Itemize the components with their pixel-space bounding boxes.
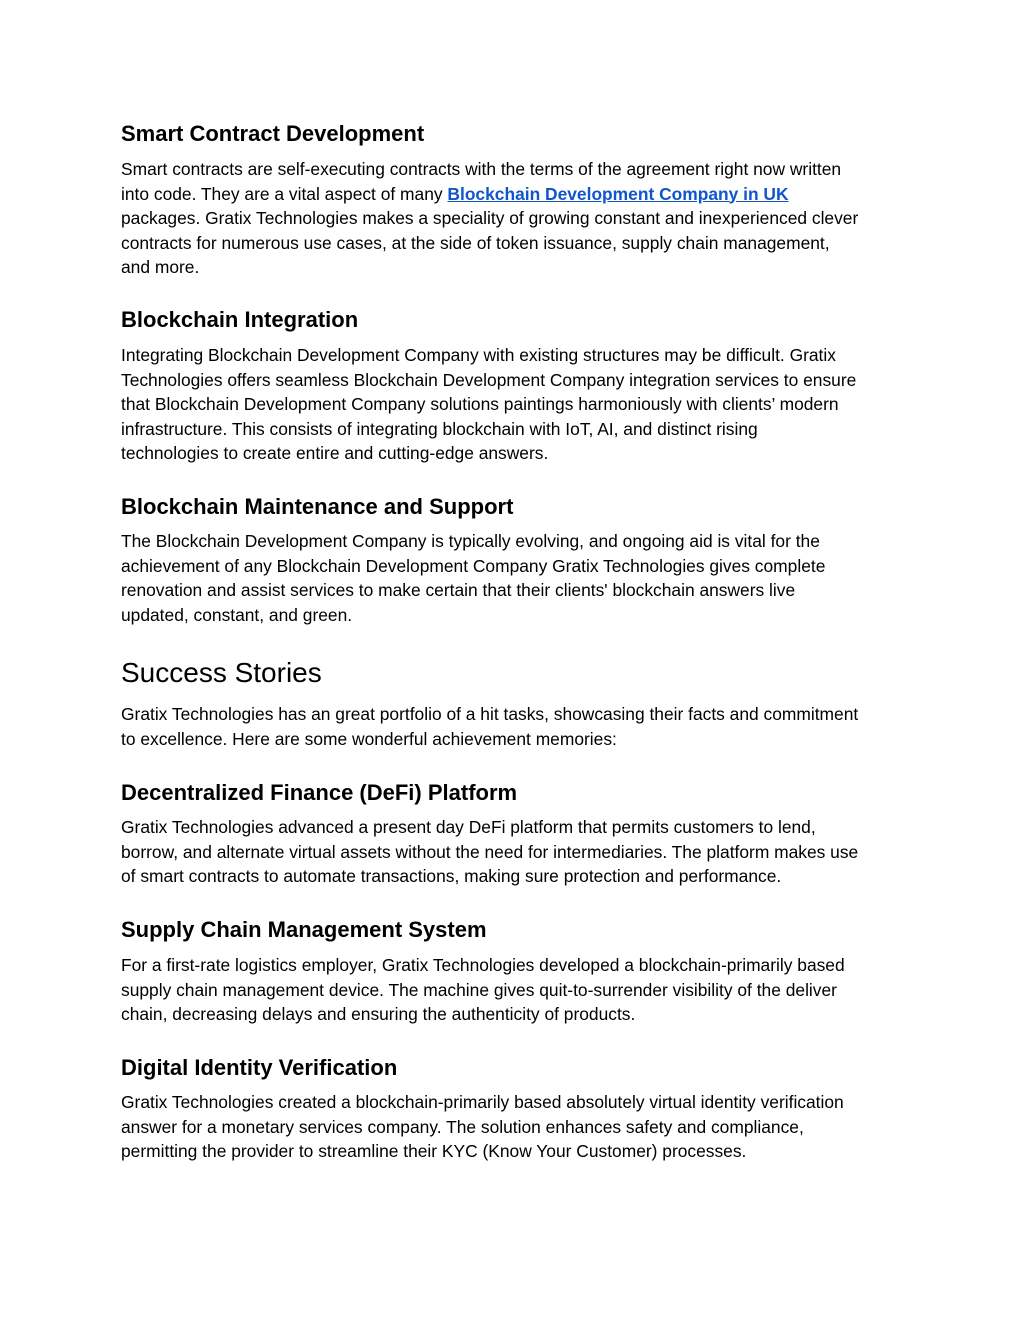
text-line: Gratix Technologies has an great portfolio of a hit tasks, showcasing their facts and commitment [121, 704, 859, 724]
paragraph-blockchain-maintenance-support [121, 529, 825, 627]
text-line: renovation and assist services to make certain that their clients' blockchain answers live [121, 580, 796, 600]
text-line: Gratix Technologies created a blockchain-primarily based absolutely virtual identity verification [121, 1092, 844, 1112]
paragraph-success-stories [121, 702, 858, 751]
heading-defi-platform: Decentralized Finance (DeFi) Platform [121, 780, 518, 805]
text-line: and more. [121, 257, 200, 277]
text-line: answer for a monetary services company. The solution enhances safety and compliance, [121, 1116, 804, 1137]
text-line: of smart contracts to automate transactions, making sure protection and performance. [121, 866, 782, 886]
text-line: chain, decreasing delays and ensuring the authenticity of products. [121, 1004, 636, 1024]
paragraph-supply-chain-system [121, 953, 845, 1027]
heading-success-stories: Success Stories [121, 657, 322, 688]
text-line: contracts for numerous use cases, at the side of token issuance, supply chain management, [121, 232, 830, 253]
text-line: Integrating Blockchain Development Company with existing structures may be difficult. Gratix [121, 345, 836, 365]
heading-digital-identity-verification: Digital Identity Verification [121, 1055, 398, 1080]
text-line: Technologies offers seamless Blockchain Development Company integration services to ensure [121, 369, 857, 390]
text-line: infrastructure. This consists of integrating blockchain with IoT, AI, and distinct rising [121, 418, 758, 439]
text-line: packages. Gratix Technologies makes a speciality of growing constant and inexperienced clever [121, 208, 859, 228]
paragraph-defi-platform [121, 815, 858, 889]
text-line: The Blockchain Development Company is typically evolving, and ongoing aid is vital for the [121, 531, 820, 551]
heading-supply-chain-system: Supply Chain Management System [121, 917, 487, 942]
text-line: permitting the provider to streamline their KYC (Know Your Customer) processes. [121, 1141, 747, 1161]
text-line: achievement of any Blockchain Development Company Gratix Technologies gives complete [121, 555, 826, 576]
paragraph-smart-contract-development [121, 157, 858, 280]
text-line: updated, constant, and green. [121, 604, 353, 625]
text-line: Smart contracts are self-executing contracts with the terms of the agreement right now written [121, 159, 842, 179]
heading-blockchain-maintenance-support: Blockchain Maintenance and Support [121, 494, 514, 519]
heading-blockchain-integration: Blockchain Integration [121, 307, 359, 332]
text-line: For a first-rate logistics employer, Gratix Technologies developed a blockchain-primarily based [121, 955, 845, 975]
text-line: borrow, and alternate virtual assets without the need for intermediaries. The platform makes use [121, 841, 859, 862]
heading-smart-contract-development: Smart Contract Development [121, 121, 425, 146]
text-line: supply chain management device. The machine gives quit-to-surrender visibility of the deliver [121, 979, 837, 1000]
blockchain-company-uk-link[interactable]: Blockchain Development Company in UK [447, 183, 789, 204]
paragraph-blockchain-integration [121, 343, 856, 466]
text-line: that Blockchain Development Company solutions paintings harmoniously with clients’ modern [121, 394, 839, 414]
text-line: technologies to create entire and cutting-edge answers. [121, 443, 549, 463]
paragraph-digital-identity-verification [121, 1090, 844, 1164]
text-line: Gratix Technologies advanced a present day DeFi platform that permits customers to lend, [121, 817, 816, 837]
text-segment: into code. They are a vital aspect of many [121, 183, 448, 204]
text-line: to excellence. Here are some wonderful achievement memories: [121, 728, 617, 749]
text-line-with-link [121, 182, 858, 207]
